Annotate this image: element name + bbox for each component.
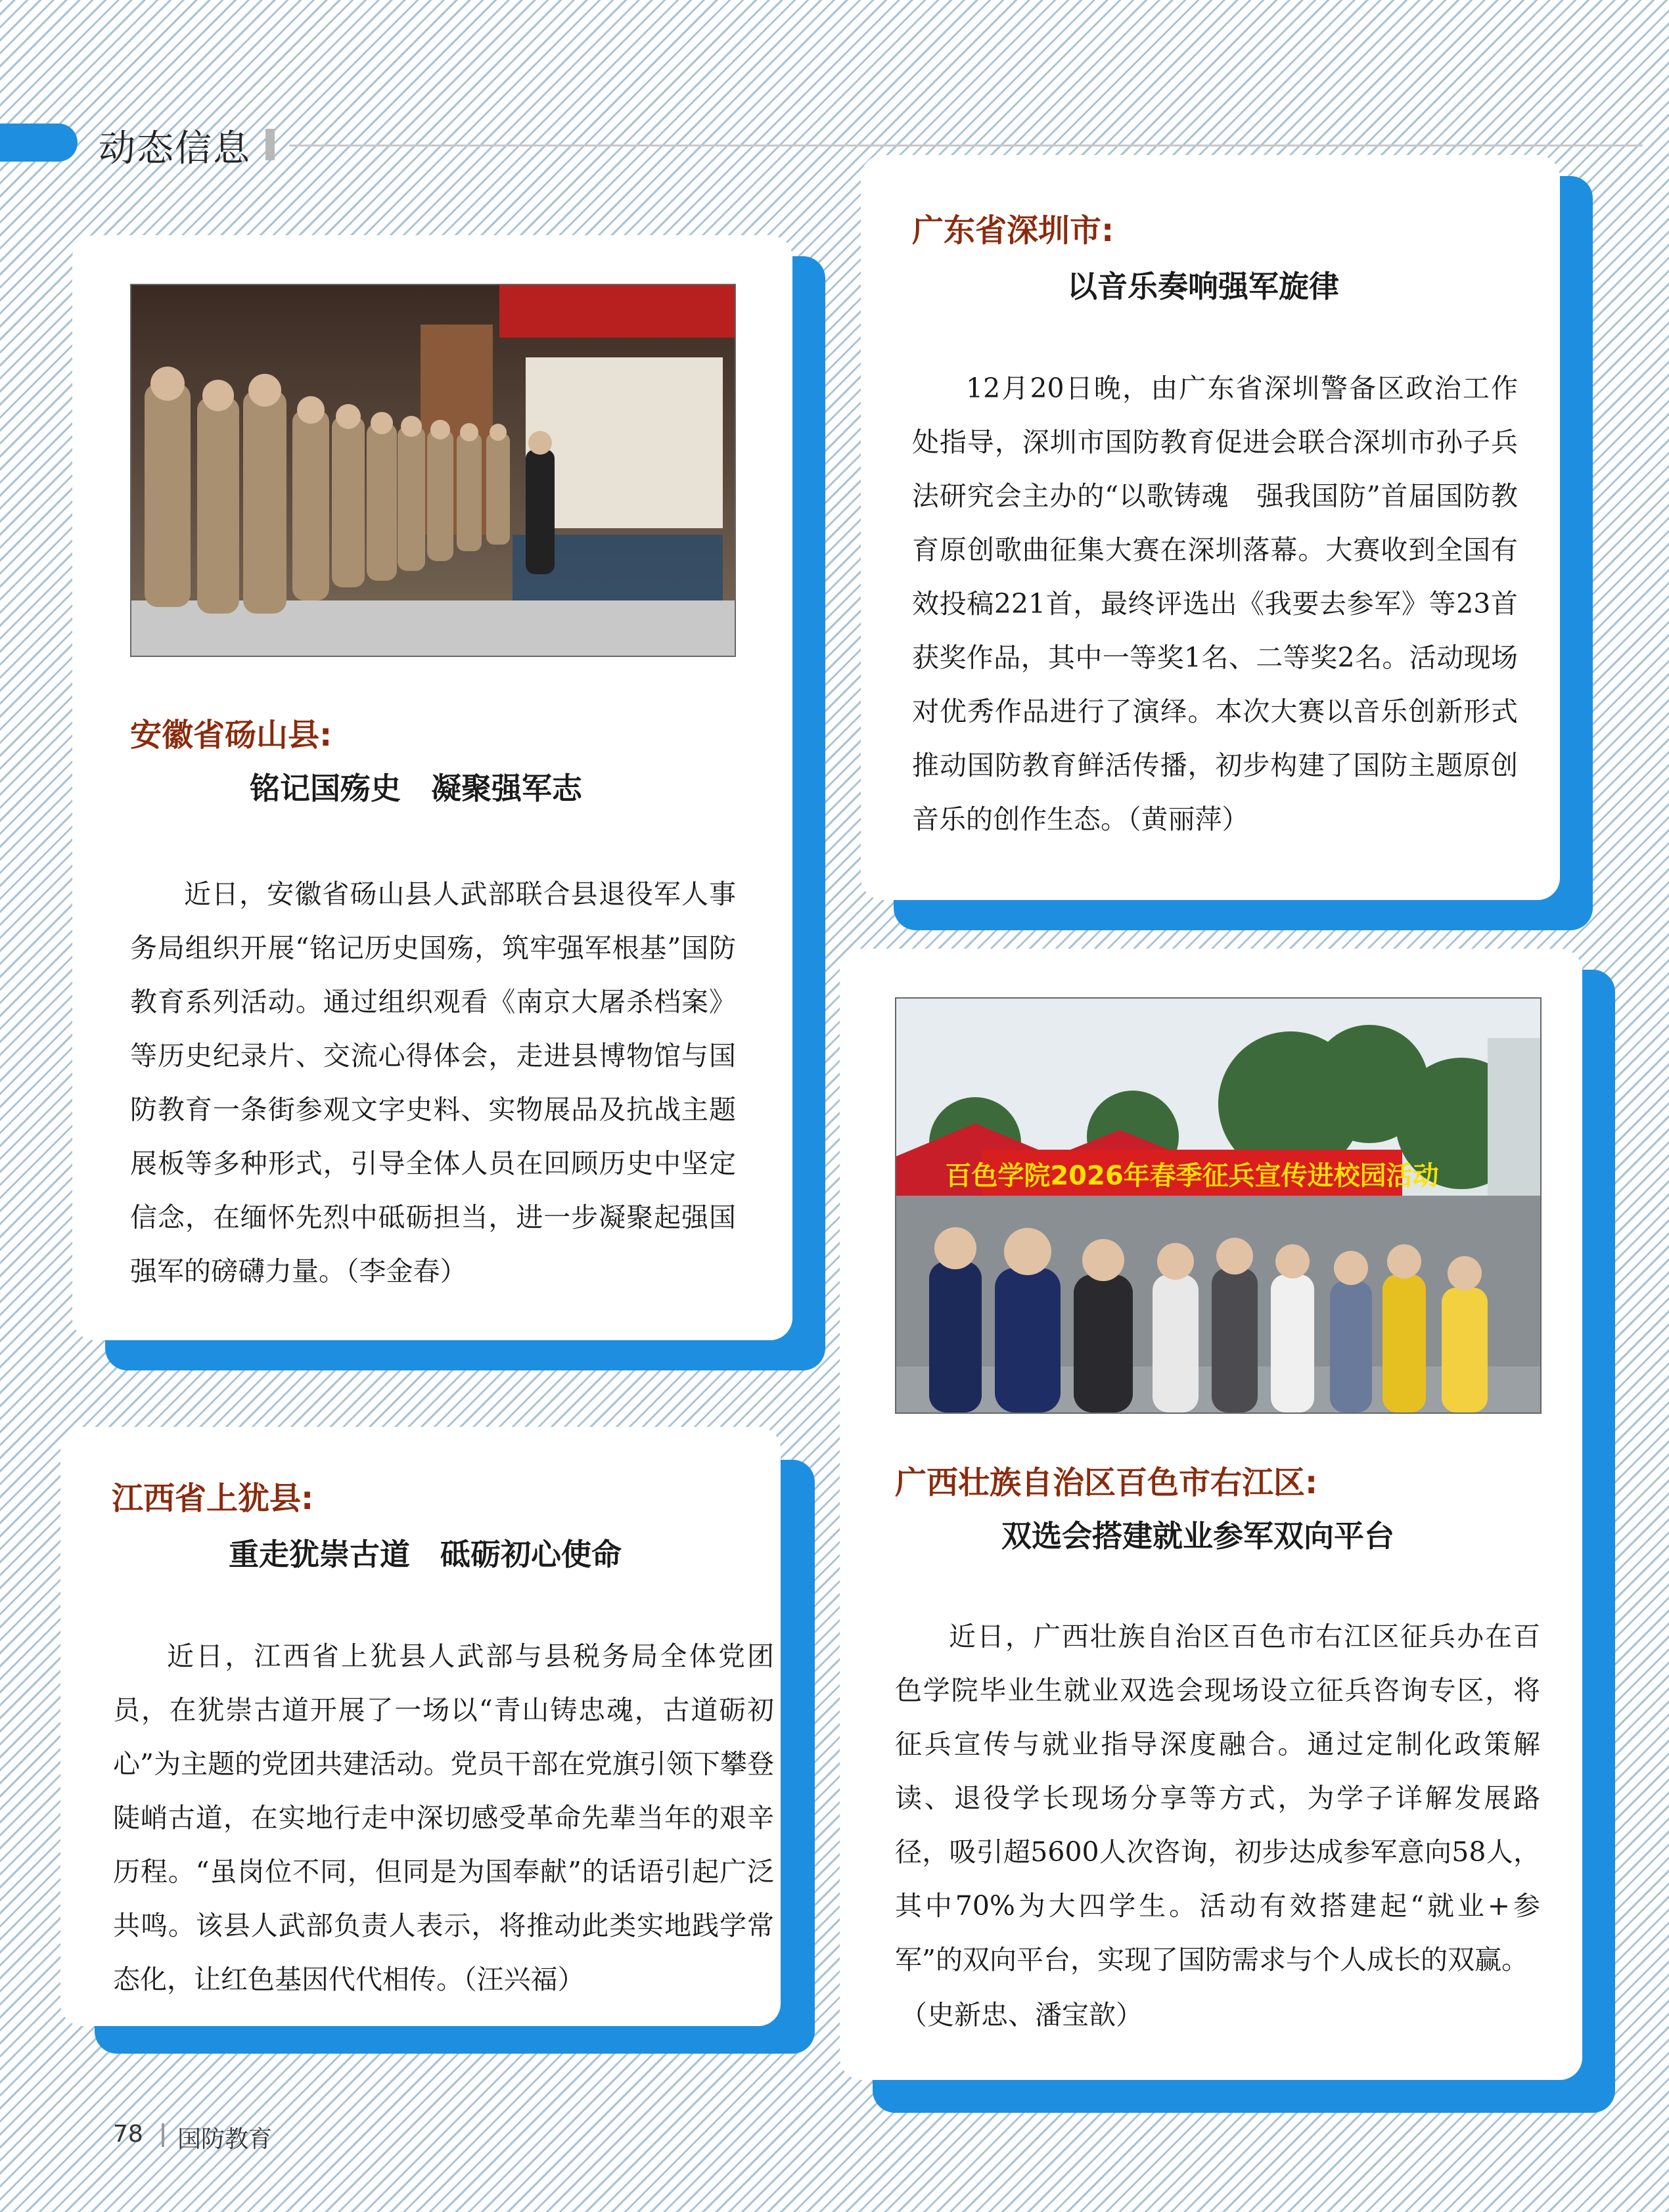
- photo-banner-text: 百色学院2026年春季征兵宣传进校园活动: [945, 1161, 1439, 1191]
- section-tab-marker: [0, 124, 78, 162]
- section-title: 动态信息: [99, 127, 251, 170]
- magazine-name: 国防教育: [177, 2126, 273, 2153]
- page-number: 78: [113, 2121, 143, 2148]
- footer-separator: [162, 2123, 164, 2147]
- headline-shenzhen: 以音乐奏响强军旋律: [1067, 269, 1339, 304]
- author-shenzhen: （黄丽萍）: [1128, 803, 1249, 835]
- photo-guangxi-campus: [895, 997, 1542, 1414]
- region-anhui: 安徽省砀山县:: [130, 717, 332, 754]
- region-shenzhen: 广东省深圳市:: [912, 212, 1114, 249]
- region-guangxi: 广西壮族自治区百色市右江区:: [895, 1464, 1318, 1501]
- body-anhui: 近日，安徽省砀山县人武部联合县退役军人事务局组织开展“铭记历史国殇，筑牢强军根基”国防教育系列活动。通过组织观看《南京大屠杀档案》等历史纪录片、交流心得体会，走进县博物馆与国防教育一条街参观文字史料、实物展品及抗战主题展板等多种形式，引导全体人员在回顾历史中坚定信念，在缅怀先烈中砥砺担当，进一步凝聚起强国强军的磅礴力量。（李金春）: [130, 878, 736, 1287]
- headline-anhui: 铭记国殇史 凝聚强军志: [250, 771, 582, 806]
- photo-anhui-museum: [130, 284, 736, 657]
- region-jiangxi: 江西省上犹县:: [112, 1480, 314, 1517]
- headline-jiangxi: 重走犹崇古道 砥砺初心使命: [229, 1537, 622, 1572]
- author-jiangxi: （汪兴福）: [463, 1964, 585, 1995]
- section-divider: [289, 145, 1643, 147]
- body-guangxi: 近日，广西壮族自治区百色市右江区征兵办在百色学院毕业生就业双选会现场设立征兵咨询专区，将征兵宣传与就业指导深度融合。通过定制化政策解读、退役学长现场分享等方式，为学子详解发展路径，吸引超5600人次咨询，初步达成参军意向58人，其中70%为大四学生。活动有效搭建起“就业+参军”的双向平台，实现了国防需求与个人成长的双赢。: [895, 1621, 1540, 1975]
- author-guangxi: （史新忠、潘宝歆）: [900, 1999, 1143, 2031]
- body-jiangxi: 近日，江西省上犹县人武部与县税务局全体党团员，在犹崇古道开展了一场以“青山铸忠魂，古道砺初心”为主题的党团共建活动。党员干部在党旗引领下攀登陡峭古道，在实地行走中深切感受革命先辈当年的艰辛历程。“虽岗位不同，但同是为国奉献”的话语引起广泛共鸣。该县人武部负责人表示，将推动此类实地践学常态化，让红色基因代代相传。（汪兴福）: [113, 1640, 774, 1995]
- body-shenzhen: 12月20日晚，由广东省深圳警备区政治工作处指导，深圳市国防教育促进会联合深圳市孙子兵法研究会主办的“以歌铸魂 强我国防”首届国防教育原创歌曲征集大赛在深圳落幕。大赛收到全国有效投稿221首，最终评选出《我要去参军》等23首获奖作品，其中一等奖1名、二等奖2名。活动现场对优秀作品进行了演绎。本次大赛以音乐创新形式推动国防教育鲜活传播，初步构建了国防主题原创音乐的创作生态。（黄丽萍）: [912, 372, 1518, 835]
- section-title-bar: [265, 129, 275, 160]
- headline-guangxi: 双选会搭建就业参军双向平台: [1001, 1518, 1394, 1554]
- author-anhui: （李金春）: [346, 1255, 467, 1287]
